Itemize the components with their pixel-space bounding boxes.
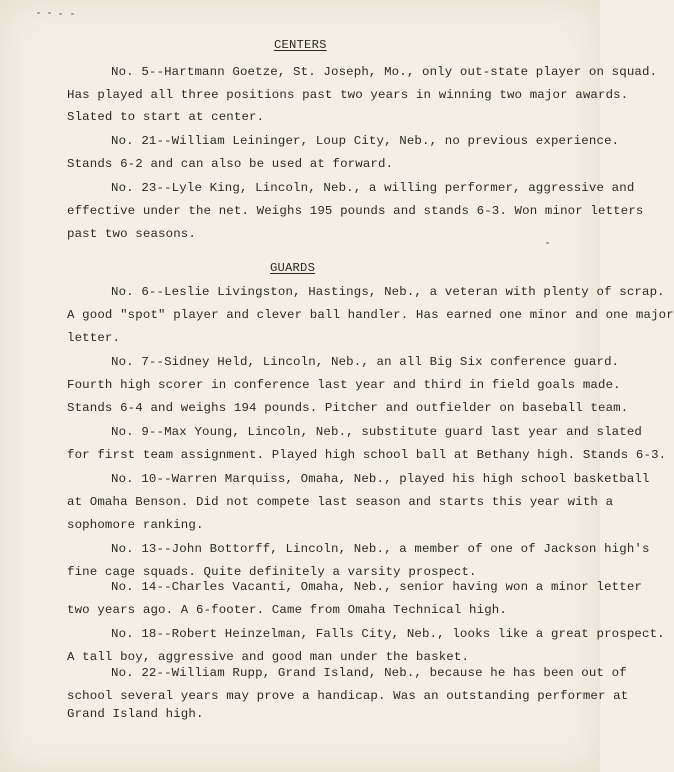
text-line: effective under the net. Weighs 195 pounds and stands 6-3. Won minor letters bbox=[67, 204, 644, 218]
text-line: No. 14--Charles Vacanti, Omaha, Neb., senior having won a minor letter bbox=[111, 580, 642, 594]
text-line: Stands 6-2 and can also be used at forward. bbox=[67, 157, 394, 171]
paper-speck bbox=[48, 12, 51, 14]
text-line: school several years may prove a handicap. Was an outstanding performer at bbox=[67, 689, 629, 703]
text-line: No. 6--Leslie Livingston, Hastings, Neb., a veteran with plenty of scrap. bbox=[111, 285, 665, 299]
text-line: No. 21--William Leininger, Loup City, Neb., no previous experience. bbox=[111, 134, 620, 148]
paper-speck bbox=[37, 12, 40, 14]
text-line: two years ago. A 6-footer. Came from Omaha Technical high. bbox=[67, 603, 507, 617]
text-line: No. 23--Lyle King, Lincoln, Neb., a willing performer, aggressive and bbox=[111, 181, 635, 195]
text-line: Stands 6-4 and weighs 194 pounds. Pitcher and outfielder on baseball team. bbox=[67, 401, 629, 415]
paper-speck bbox=[59, 13, 62, 15]
text-line: Slated to start at center. bbox=[67, 110, 265, 124]
text-line: No. 7--Sidney Held, Lincoln, Neb., an all Big Six conference guard. bbox=[111, 355, 620, 369]
text-line: No. 5--Hartmann Goetze, St. Joseph, Mo., only out-state player on squad. bbox=[111, 65, 658, 79]
text-line: at Omaha Benson. Did not compete last season and starts this year with a bbox=[67, 495, 614, 509]
text-line: A tall boy, aggressive and good man under the basket. bbox=[67, 650, 470, 664]
paper-speck bbox=[546, 242, 549, 244]
text-line: for first team assignment. Played high school ball at Bethany high. Stands 6-3. bbox=[67, 448, 667, 462]
text-line: Fourth high scorer in conference last year and third in field goals made. bbox=[67, 378, 621, 392]
section-heading-guards: GUARDS bbox=[270, 261, 316, 275]
text-line: No. 22--William Rupp, Grand Island, Neb., because he has been out of bbox=[111, 666, 627, 680]
text-line: Has played all three positions past two years in winning two major awards. bbox=[67, 88, 629, 102]
text-line: No. 13--John Bottorff, Lincoln, Neb., a member of one of Jackson high's bbox=[111, 542, 650, 556]
text-line: A good "spot" player and clever ball handler. Has earned one minor and one major bbox=[67, 308, 674, 322]
text-line: past two seasons. bbox=[67, 227, 196, 241]
text-line: fine cage squads. Quite definitely a varsity prospect. bbox=[67, 565, 477, 579]
text-line: letter. bbox=[67, 331, 121, 345]
text-line: No. 18--Robert Heinzelman, Falls City, Neb., looks like a great prospect. bbox=[111, 627, 665, 641]
text-line: Grand Island high. bbox=[67, 707, 204, 721]
section-heading-centers: CENTERS bbox=[274, 38, 327, 52]
text-line: sophomore ranking. bbox=[67, 518, 204, 532]
text-line: No. 10--Warren Marquiss, Omaha, Neb., played his high school basketball bbox=[111, 472, 650, 486]
paper-speck bbox=[71, 13, 74, 15]
text-line: No. 9--Max Young, Lincoln, Neb., substitute guard last year and slated bbox=[111, 425, 642, 439]
